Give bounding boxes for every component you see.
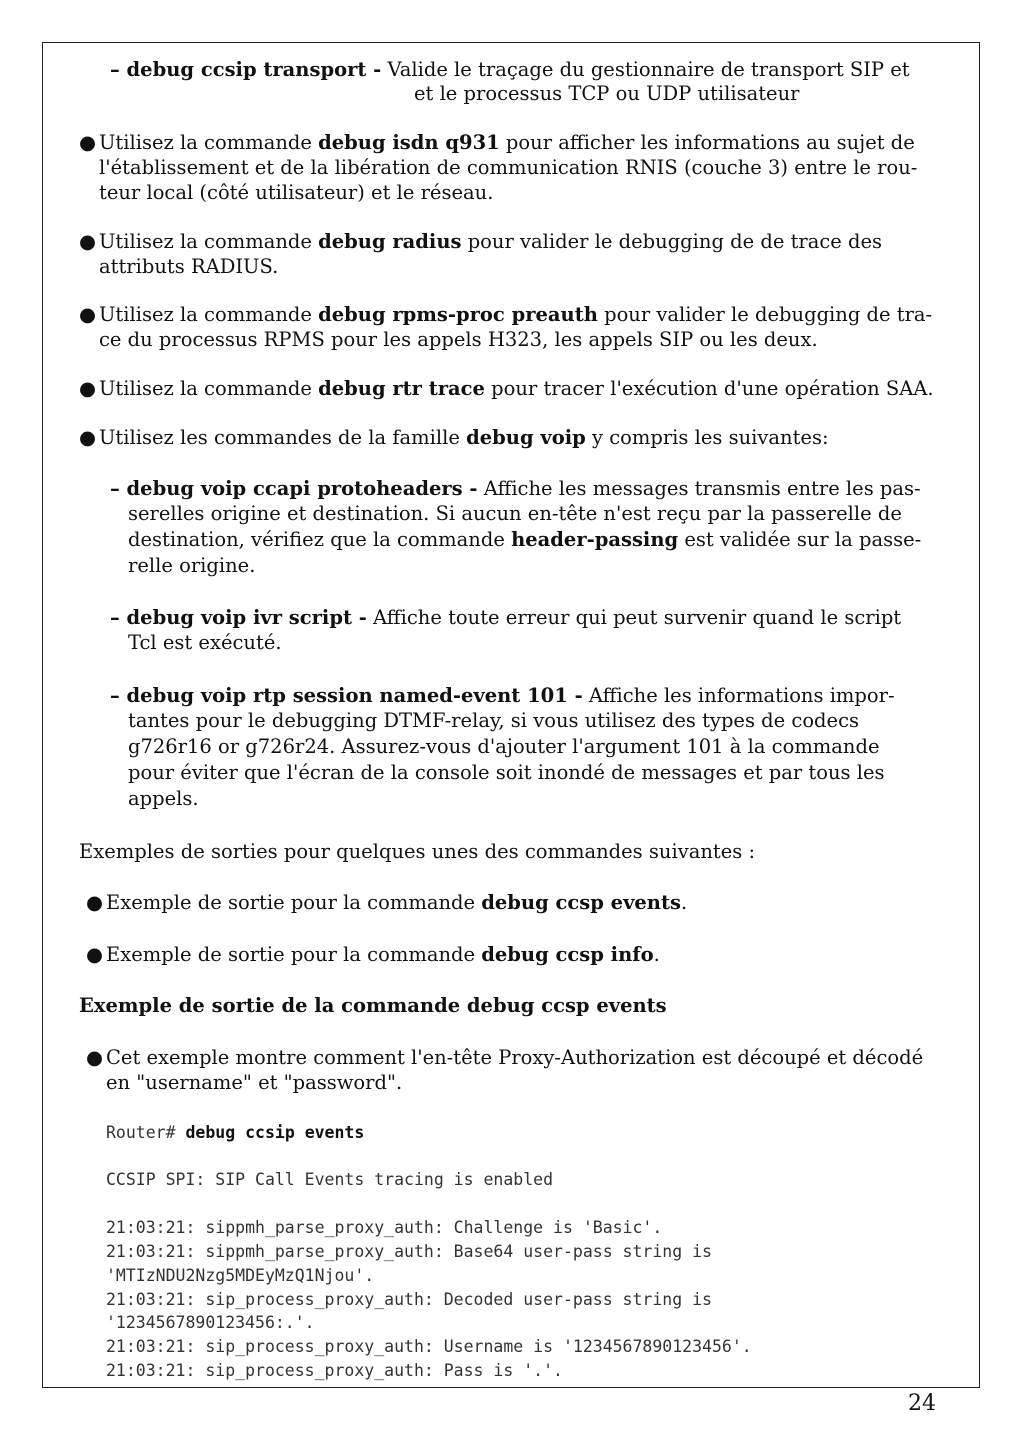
events-command: debug ccsp events: [481, 891, 681, 914]
bullet: ●: [79, 131, 97, 154]
ccapi-line-3: destination, vérifiez que la commande header-passing est validée sur la passe-: [128, 528, 922, 551]
bullet: ●: [79, 426, 97, 449]
proxy-line-1: Cet exemple montre comment l'en-tête Proxy-Authorization est découpé et décodé: [106, 1046, 924, 1069]
isdn-line-1: Utilisez la commande debug isdn q931 pour afficher les informations au sujet de: [99, 131, 915, 154]
bullet: ●: [86, 891, 104, 914]
transport-line-1: – debug ccsip transport - Valide le traçage du gestionnaire de transport SIP et: [110, 58, 910, 81]
rtp-command: – debug voip rtp session named-event 101 -: [110, 684, 583, 707]
radius-line-2: attributs RADIUS.: [99, 255, 279, 278]
transport-command: – debug ccsip transport -: [110, 58, 382, 81]
radius-line-1: Utilisez la commande debug radius pour valider le debugging de de trace des: [99, 230, 883, 253]
voip-line-1: Utilisez les commandes de la famille debug voip y compris les suivantes:: [99, 426, 829, 449]
section-heading: Exemple de sortie de la commande debug ccsp events: [79, 994, 667, 1017]
ivr-line-1: – debug voip ivr script - Affiche toute erreur qui peut survenir quand le script: [110, 606, 902, 629]
ivr-line-2: Tcl est exécuté.: [128, 631, 282, 654]
rtp-line-3: g726r16 or g726r24. Assurez-vous d'ajouter l'argument 101 à la commande: [128, 735, 880, 758]
example-events-item: Exemple de sortie pour la commande debug ccsp events.: [106, 891, 688, 914]
rpms-line-2: ce du processus RPMS pour les appels H323, les appels SIP ou les deux.: [99, 328, 818, 351]
page-number: 24: [908, 1391, 936, 1416]
code-line: 21:03:21: sip_process_proxy_auth: Pass is '.'.: [106, 1361, 563, 1380]
rtr-line-1: Utilisez la commande debug rtr trace pour tracer l'exécution d'une opération SAA.: [99, 377, 934, 400]
code-line: 21:03:21: sip_process_proxy_auth: Username is '1234567890123456'.: [106, 1337, 752, 1356]
rtp-line-1: – debug voip rtp session named-event 101 - Affiche les informations impor-: [110, 684, 895, 707]
radius-command: debug radius: [318, 230, 462, 253]
bullet: ●: [86, 943, 104, 966]
rtp-line-2: tantes pour le debugging DTMF-relay, si vous utilisez des types de codecs: [128, 709, 860, 732]
router-command: debug ccsip events: [185, 1123, 365, 1142]
example-info-item: Exemple de sortie pour la commande debug ccsp info.: [106, 943, 660, 966]
isdn-line-2: l'établissement et de la libération de communication RNIS (couche 3) entre le rou-: [99, 156, 918, 179]
transport-line-2: et le processus TCP ou UDP utilisateur: [414, 82, 800, 105]
bullet: ●: [86, 1046, 104, 1069]
ivr-command: – debug voip ivr script -: [110, 606, 367, 629]
router-prompt-line: Router# debug ccsip events: [106, 1123, 365, 1142]
code-line: 21:03:21: sippmh_parse_proxy_auth: Base64 user-pass string is: [106, 1242, 712, 1261]
bullet: ●: [79, 377, 97, 400]
code-enabled-line: CCSIP SPI: SIP Call Events tracing is enabled: [106, 1170, 554, 1189]
examples-intro: Exemples de sorties pour quelques unes des commandes suivantes :: [79, 840, 756, 863]
rtp-line-5: appels.: [128, 787, 199, 810]
ccapi-line-1: – debug voip ccapi protoheaders - Affiche les messages transmis entre les pas-: [110, 477, 921, 500]
rpms-line-1: Utilisez la commande debug rpms-proc preauth pour valider le debugging de tra-: [99, 303, 933, 326]
code-line: '1234567890123456:.'.: [106, 1313, 315, 1332]
rpms-command: debug rpms-proc preauth: [318, 303, 598, 326]
proxy-line-2: en "username" et "password".: [106, 1071, 403, 1094]
rtp-line-4: pour éviter que l'écran de la console soit inondé de messages et par tous les: [128, 761, 885, 784]
rtr-command: debug rtr trace: [318, 377, 485, 400]
bullet: ●: [79, 303, 97, 326]
ccapi-line-4: relle origine.: [128, 554, 256, 577]
voip-command: debug voip: [466, 426, 586, 449]
code-line: 21:03:21: sippmh_parse_proxy_auth: Challenge is 'Basic'.: [106, 1218, 663, 1237]
code-line: 'MTIzNDU2Nzg5MDEyMzQ1Njou'.: [106, 1266, 375, 1285]
bullet: ●: [79, 230, 97, 253]
ccapi-line-2: serelles origine et destination. Si aucun en-tête n'est reçu par la passerelle de: [128, 502, 902, 525]
header-passing-command: header-passing: [511, 528, 679, 551]
isdn-command: debug isdn q931: [318, 131, 500, 154]
ccapi-command: – debug voip ccapi protoheaders -: [110, 477, 478, 500]
code-line: 21:03:21: sip_process_proxy_auth: Decoded user-pass string is: [106, 1290, 712, 1309]
isdn-line-3: teur local (côté utilisateur) et le réseau.: [99, 181, 494, 204]
info-command: debug ccsp info: [481, 943, 654, 966]
